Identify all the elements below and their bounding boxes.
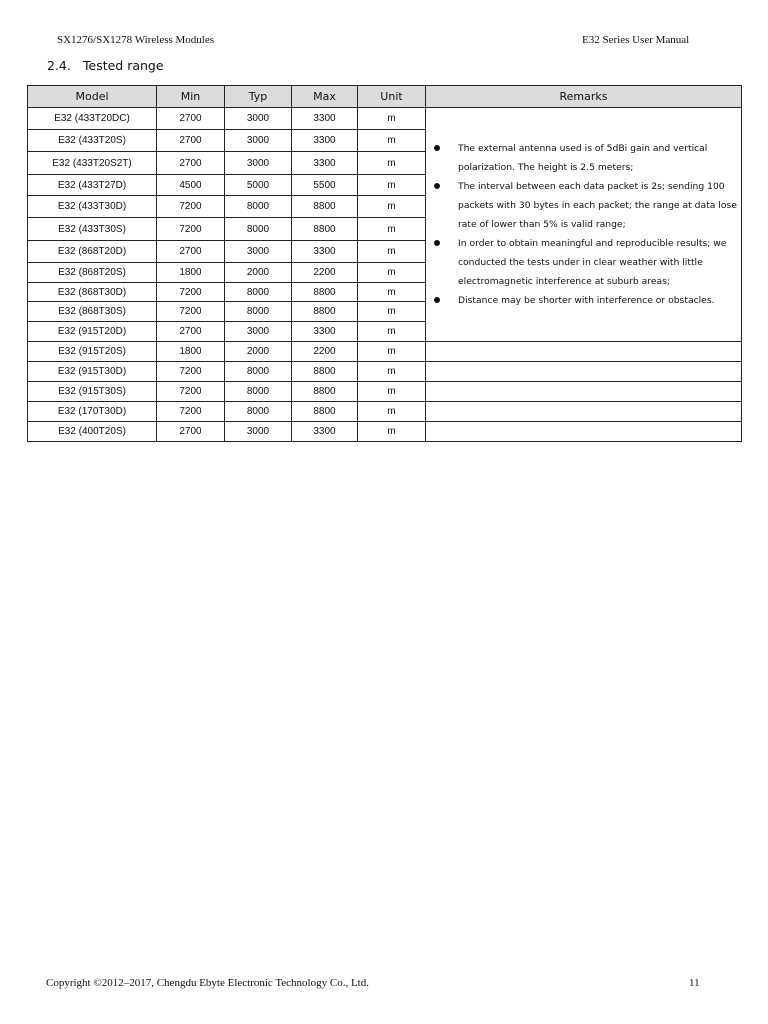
cell-unit: m bbox=[358, 175, 426, 196]
column-header-max: Max bbox=[292, 86, 358, 108]
remark-text: In order to obtain meaningful and reproducible results; we conducted the tests under in clear weather with little electromagnetic interference at suburb areas; bbox=[458, 238, 727, 287]
column-header-min: Min bbox=[157, 86, 225, 108]
cell-model: E32 (868T20S) bbox=[28, 263, 157, 283]
cell-typ: 3000 bbox=[225, 241, 292, 263]
cell-min: 2700 bbox=[157, 108, 225, 130]
cell-typ: 8000 bbox=[225, 196, 292, 218]
table-header-row bbox=[28, 86, 742, 108]
bullet-icon bbox=[434, 183, 440, 189]
remarks-empty-cell bbox=[426, 422, 742, 442]
cell-min: 7200 bbox=[157, 302, 225, 322]
cell-max: 2200 bbox=[292, 263, 358, 283]
cell-min: 7200 bbox=[157, 382, 225, 402]
cell-model: E32 (433T20DC) bbox=[28, 108, 157, 130]
cell-typ: 2000 bbox=[225, 263, 292, 283]
cell-min: 2700 bbox=[157, 422, 225, 442]
cell-unit: m bbox=[358, 130, 426, 152]
bullet-icon bbox=[434, 297, 440, 303]
cell-max: 3300 bbox=[292, 152, 358, 175]
cell-min: 2700 bbox=[157, 322, 225, 342]
cell-model: E32 (915T20D) bbox=[28, 322, 157, 342]
cell-max: 8800 bbox=[292, 218, 358, 241]
cell-max: 8800 bbox=[292, 302, 358, 322]
cell-typ: 8000 bbox=[225, 402, 292, 422]
cell-typ: 8000 bbox=[225, 302, 292, 322]
table-row bbox=[28, 402, 742, 422]
cell-model: E32 (868T30S) bbox=[28, 302, 157, 322]
cell-model: E32 (868T30D) bbox=[28, 283, 157, 302]
remarks-empty-cell bbox=[426, 382, 742, 402]
section-title: Tested range bbox=[83, 58, 164, 73]
cell-typ: 3000 bbox=[225, 322, 292, 342]
cell-min: 7200 bbox=[157, 196, 225, 218]
cell-min: 2700 bbox=[157, 130, 225, 152]
cell-min: 4500 bbox=[157, 175, 225, 196]
cell-unit: m bbox=[358, 302, 426, 322]
remarks-empty-cell bbox=[426, 362, 742, 382]
table-row bbox=[28, 382, 742, 402]
cell-min: 7200 bbox=[157, 218, 225, 241]
cell-model: E32 (915T20S) bbox=[28, 342, 157, 362]
cell-typ: 8000 bbox=[225, 283, 292, 302]
cell-max: 5500 bbox=[292, 175, 358, 196]
column-header-model: Model bbox=[28, 86, 157, 108]
cell-min: 7200 bbox=[157, 283, 225, 302]
cell-max: 8800 bbox=[292, 283, 358, 302]
cell-max: 8800 bbox=[292, 196, 358, 218]
cell-model: E32 (433T20S) bbox=[28, 130, 157, 152]
cell-max: 8800 bbox=[292, 402, 358, 422]
cell-typ: 8000 bbox=[225, 218, 292, 241]
cell-typ: 8000 bbox=[225, 382, 292, 402]
cell-unit: m bbox=[358, 263, 426, 283]
table-row bbox=[28, 108, 742, 130]
cell-unit: m bbox=[358, 322, 426, 342]
cell-max: 3300 bbox=[292, 108, 358, 130]
remark-text: The interval between each data packet is 2s; sending 100 packets with 30 bytes in each packet; the range at data lose rate of lower than 5% is valid range; bbox=[458, 181, 737, 230]
cell-min: 7200 bbox=[157, 402, 225, 422]
tested-range-table bbox=[27, 85, 742, 442]
cell-max: 8800 bbox=[292, 382, 358, 402]
cell-unit: m bbox=[358, 342, 426, 362]
cell-typ: 3000 bbox=[225, 108, 292, 130]
cell-typ: 3000 bbox=[225, 152, 292, 175]
header-left-title: SX1276/SX1278 Wireless Modules bbox=[57, 34, 215, 46]
cell-min: 1800 bbox=[157, 342, 225, 362]
cell-min: 7200 bbox=[157, 362, 225, 382]
cell-model: E32 (433T27D) bbox=[28, 175, 157, 196]
cell-min: 1800 bbox=[157, 263, 225, 283]
bullet-icon bbox=[434, 240, 440, 246]
cell-model: E32 (170T30D) bbox=[28, 402, 157, 422]
cell-model: E32 (433T20S2T) bbox=[28, 152, 157, 175]
footer-copyright: Copyright ©2012–2017, Chengdu Ebyte Electronic Technology Co., Ltd. bbox=[46, 977, 369, 989]
table-row bbox=[28, 362, 742, 382]
cell-unit: m bbox=[358, 402, 426, 422]
remark-item bbox=[430, 139, 737, 177]
bullet-icon bbox=[434, 145, 440, 151]
cell-min: 2700 bbox=[157, 152, 225, 175]
remark-item bbox=[430, 291, 737, 310]
cell-model: E32 (433T30S) bbox=[28, 218, 157, 241]
cell-max: 8800 bbox=[292, 362, 358, 382]
cell-model: E32 (915T30D) bbox=[28, 362, 157, 382]
cell-unit: m bbox=[358, 382, 426, 402]
remark-text: The external antenna used is of 5dBi gain and vertical polarization. The height is 2.5 meters; bbox=[458, 143, 708, 173]
cell-max: 3300 bbox=[292, 241, 358, 263]
table-row bbox=[28, 342, 742, 362]
cell-max: 3300 bbox=[292, 130, 358, 152]
cell-unit: m bbox=[358, 152, 426, 175]
cell-unit: m bbox=[358, 218, 426, 241]
cell-typ: 3000 bbox=[225, 130, 292, 152]
cell-typ: 5000 bbox=[225, 175, 292, 196]
cell-model: E32 (433T30D) bbox=[28, 196, 157, 218]
remarks-list bbox=[430, 139, 737, 310]
column-header-typ: Typ bbox=[225, 86, 292, 108]
cell-model: E32 (400T20S) bbox=[28, 422, 157, 442]
cell-model: E32 (868T20D) bbox=[28, 241, 157, 263]
table-row bbox=[28, 422, 742, 442]
section-heading bbox=[47, 58, 164, 73]
section-number: 2.4. bbox=[47, 58, 71, 73]
cell-min: 2700 bbox=[157, 241, 225, 263]
cell-unit: m bbox=[358, 422, 426, 442]
remark-item bbox=[430, 234, 737, 291]
header-right-title: E32 Series User Manual bbox=[582, 34, 690, 46]
cell-unit: m bbox=[358, 283, 426, 302]
cell-unit: m bbox=[358, 196, 426, 218]
cell-max: 3300 bbox=[292, 422, 358, 442]
cell-model: E32 (915T30S) bbox=[28, 382, 157, 402]
remark-text: Distance may be shorter with interference or obstacles. bbox=[458, 295, 715, 306]
column-header-remarks: Remarks bbox=[426, 86, 742, 108]
column-header-unit: Unit bbox=[358, 86, 426, 108]
remarks-empty-cell bbox=[426, 402, 742, 422]
remarks-cell bbox=[426, 108, 742, 342]
cell-typ: 3000 bbox=[225, 422, 292, 442]
cell-typ: 8000 bbox=[225, 362, 292, 382]
remarks-empty-cell bbox=[426, 342, 742, 362]
cell-max: 2200 bbox=[292, 342, 358, 362]
remark-item bbox=[430, 177, 737, 234]
page-number: 11 bbox=[689, 977, 700, 989]
cell-unit: m bbox=[358, 241, 426, 263]
cell-unit: m bbox=[358, 362, 426, 382]
cell-unit: m bbox=[358, 108, 426, 130]
cell-typ: 2000 bbox=[225, 342, 292, 362]
cell-max: 3300 bbox=[292, 322, 358, 342]
